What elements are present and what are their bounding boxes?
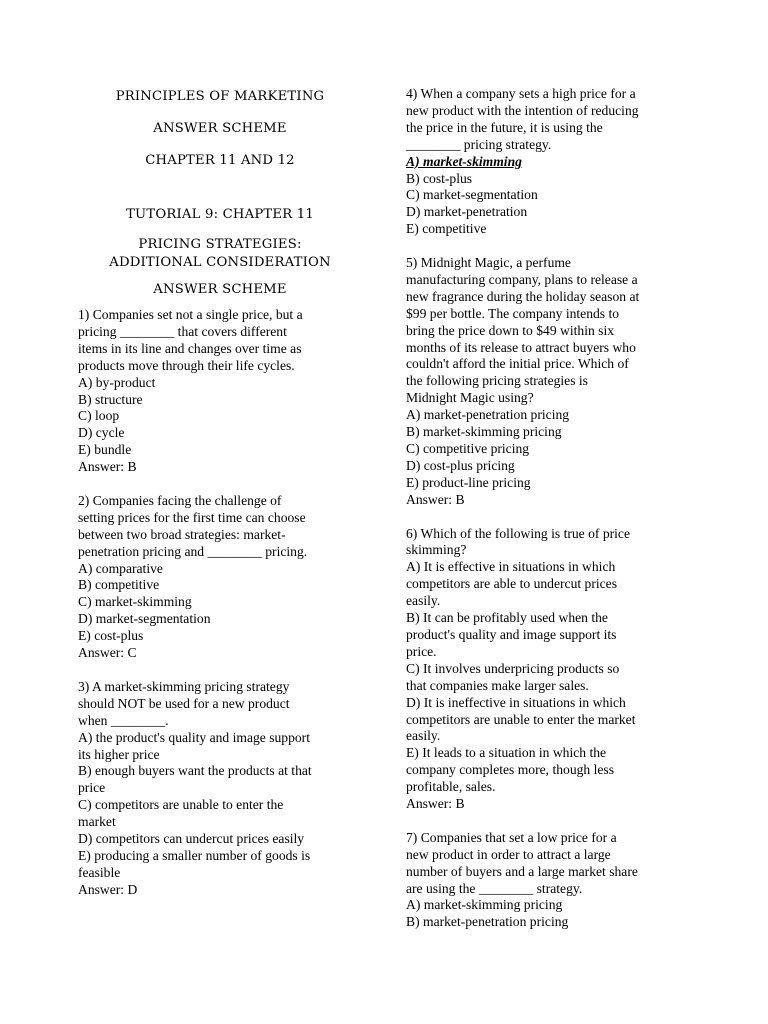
answer-option: D) cycle xyxy=(78,425,125,441)
question-stem-line: 3) A market-skimming pricing strategy xyxy=(78,678,290,694)
answer-option: D) market-segmentation xyxy=(78,611,211,627)
answer-key: Answer: B xyxy=(406,491,465,507)
question-stem-line: 2) Companies facing the challenge of xyxy=(78,492,282,508)
answer-option: profitable, sales. xyxy=(406,779,496,795)
question-stem-line: manufacturing company, plans to release a xyxy=(406,271,638,287)
answer-option: E) It leads to a situation in which the xyxy=(406,745,607,761)
question-stem-line: are using the ________ strategy. xyxy=(406,880,583,896)
question-stem-line: 1) Companies set not a single price, but a xyxy=(78,307,303,322)
question-stem-line: setting prices for the first time can choose xyxy=(78,509,306,525)
question-stem-line: 4) When a company sets a high price for a xyxy=(406,86,636,101)
answer-option: C) It involves underpricing products so xyxy=(406,660,620,676)
question-stem-line: should NOT be used for a new product xyxy=(78,695,290,711)
answer-option: D) competitors can undercut prices easily xyxy=(78,831,305,847)
question-stem-line: penetration pricing and ________ pricing. xyxy=(78,543,308,559)
question-stem-line: number of buyers and a large market share xyxy=(406,863,638,879)
answer-option: C) competitive pricing xyxy=(406,441,530,457)
topic-line-1: PRICING STRATEGIES: xyxy=(138,237,302,252)
question-5 xyxy=(406,255,681,509)
question-3 xyxy=(78,679,362,899)
answer-option: C) competitors are unable to enter the xyxy=(78,797,284,813)
correct-answer-option: A) market-skimming xyxy=(406,153,522,169)
question-stem-line: new product with the intention of reducing xyxy=(406,102,639,118)
answer-option: company completes more, though less xyxy=(406,762,615,778)
question-6 xyxy=(406,526,681,813)
answer-option: market xyxy=(78,814,116,830)
answer-option: competitors are able to undercut prices xyxy=(406,576,617,592)
tutorial-heading: TUTORIAL 9: CHAPTER 11 xyxy=(126,207,314,222)
question-stem-line: the price in the future, it is using the xyxy=(406,119,603,135)
answer-option: its higher price xyxy=(78,746,160,762)
answer-option: A) market-skimming pricing xyxy=(406,897,563,913)
question-stem-line: ________ pricing strategy. xyxy=(406,136,552,152)
answer-key: Answer: D xyxy=(78,881,138,897)
question-1 xyxy=(78,307,362,476)
answer-option: price xyxy=(78,780,106,796)
question-stem-line: skimming? xyxy=(406,542,467,558)
answer-option: A) comparative xyxy=(78,560,163,576)
document-subtitle: ANSWER SCHEME xyxy=(153,121,287,136)
answer-option: B) cost-plus xyxy=(406,170,473,186)
question-stem-line: products move through their life cycles. xyxy=(78,357,295,373)
left-column xyxy=(78,0,362,899)
chapters-heading: CHAPTER 11 AND 12 xyxy=(145,153,295,168)
answer-option: E) competitive xyxy=(406,221,487,237)
question-stem-line: new fragrance during the holiday season at xyxy=(406,288,640,304)
answer-key: Answer: B xyxy=(406,796,465,812)
answer-key: Answer: C xyxy=(78,645,137,661)
question-stem-line: 7) Companies that set a low price for a xyxy=(406,829,617,845)
answer-option: D) market-penetration xyxy=(406,204,528,220)
topic-line-2: ADDITIONAL CONSIDERATION xyxy=(109,255,331,270)
right-column xyxy=(406,0,681,931)
answer-option: C) market-segmentation xyxy=(406,187,538,203)
answer-option: B) market-skimming pricing xyxy=(406,424,562,440)
answer-option: C) loop xyxy=(78,408,120,424)
answer-option: B) It can be profitably used when the xyxy=(406,610,608,626)
answer-option: feasible xyxy=(78,864,121,880)
answer-option: E) product-line pricing xyxy=(406,474,531,490)
answer-option: price. xyxy=(406,643,437,659)
answer-option: competitors are unable to enter the market xyxy=(406,711,636,727)
question-7 xyxy=(406,830,681,931)
answer-option: B) market-penetration pricing xyxy=(406,914,569,930)
question-stem-line: when ________. xyxy=(78,712,169,728)
topic-heading xyxy=(78,236,362,272)
answer-option: E) bundle xyxy=(78,442,132,458)
question-stem-line: between two broad strategies: market- xyxy=(78,526,286,542)
question-stem-line: the following pricing strategies is xyxy=(406,373,588,389)
document-title: PRINCIPLES OF MARKETING xyxy=(115,89,325,104)
answer-option: easily. xyxy=(406,593,441,609)
answer-option: easily. xyxy=(406,728,441,744)
answer-option: E) producing a smaller number of goods is xyxy=(78,847,311,863)
question-stem-line: Midnight Magic using? xyxy=(406,390,534,406)
answer-option: E) cost-plus xyxy=(78,628,144,644)
question-stem-line: items in its line and changes over time as xyxy=(78,340,302,356)
question-2 xyxy=(78,493,362,662)
question-stem-line: pricing ________ that covers different xyxy=(78,323,287,339)
answer-option: A) the product's quality and image support xyxy=(78,729,310,745)
answer-option: A) market-penetration pricing xyxy=(406,407,570,423)
answer-option: C) market-skimming xyxy=(78,594,192,610)
answer-option: A) It is effective in situations in which xyxy=(406,559,616,575)
answer-scheme-heading: ANSWER SCHEME xyxy=(153,282,287,297)
answer-option: B) competitive xyxy=(78,577,160,593)
answer-option: B) enough buyers want the products at that xyxy=(78,763,312,779)
question-stem-line: new product in order to attract a large xyxy=(406,846,611,862)
answer-option: product's quality and image support its xyxy=(406,626,617,642)
question-stem-line: 6) Which of the following is true of price xyxy=(406,525,630,541)
question-4 xyxy=(406,86,681,238)
answer-option: B) structure xyxy=(78,391,143,407)
answer-key: Answer: B xyxy=(78,459,137,475)
question-stem-line: couldn't afford the initial price. Which of xyxy=(406,356,629,372)
question-stem-line: 5) Midnight Magic, a perfume xyxy=(406,255,571,271)
answer-option: that companies make larger sales. xyxy=(406,677,589,693)
answer-option: D) cost-plus pricing xyxy=(406,457,515,473)
question-stem-line: $99 per bottle. The company intends to xyxy=(406,305,620,321)
question-stem-line: months of its release to attract buyers who xyxy=(406,339,636,355)
question-stem-line: bring the price down to $49 within six xyxy=(406,322,615,338)
answer-option: D) It is ineffective in situations in which xyxy=(406,694,626,710)
answer-option: A) by-product xyxy=(78,374,156,390)
